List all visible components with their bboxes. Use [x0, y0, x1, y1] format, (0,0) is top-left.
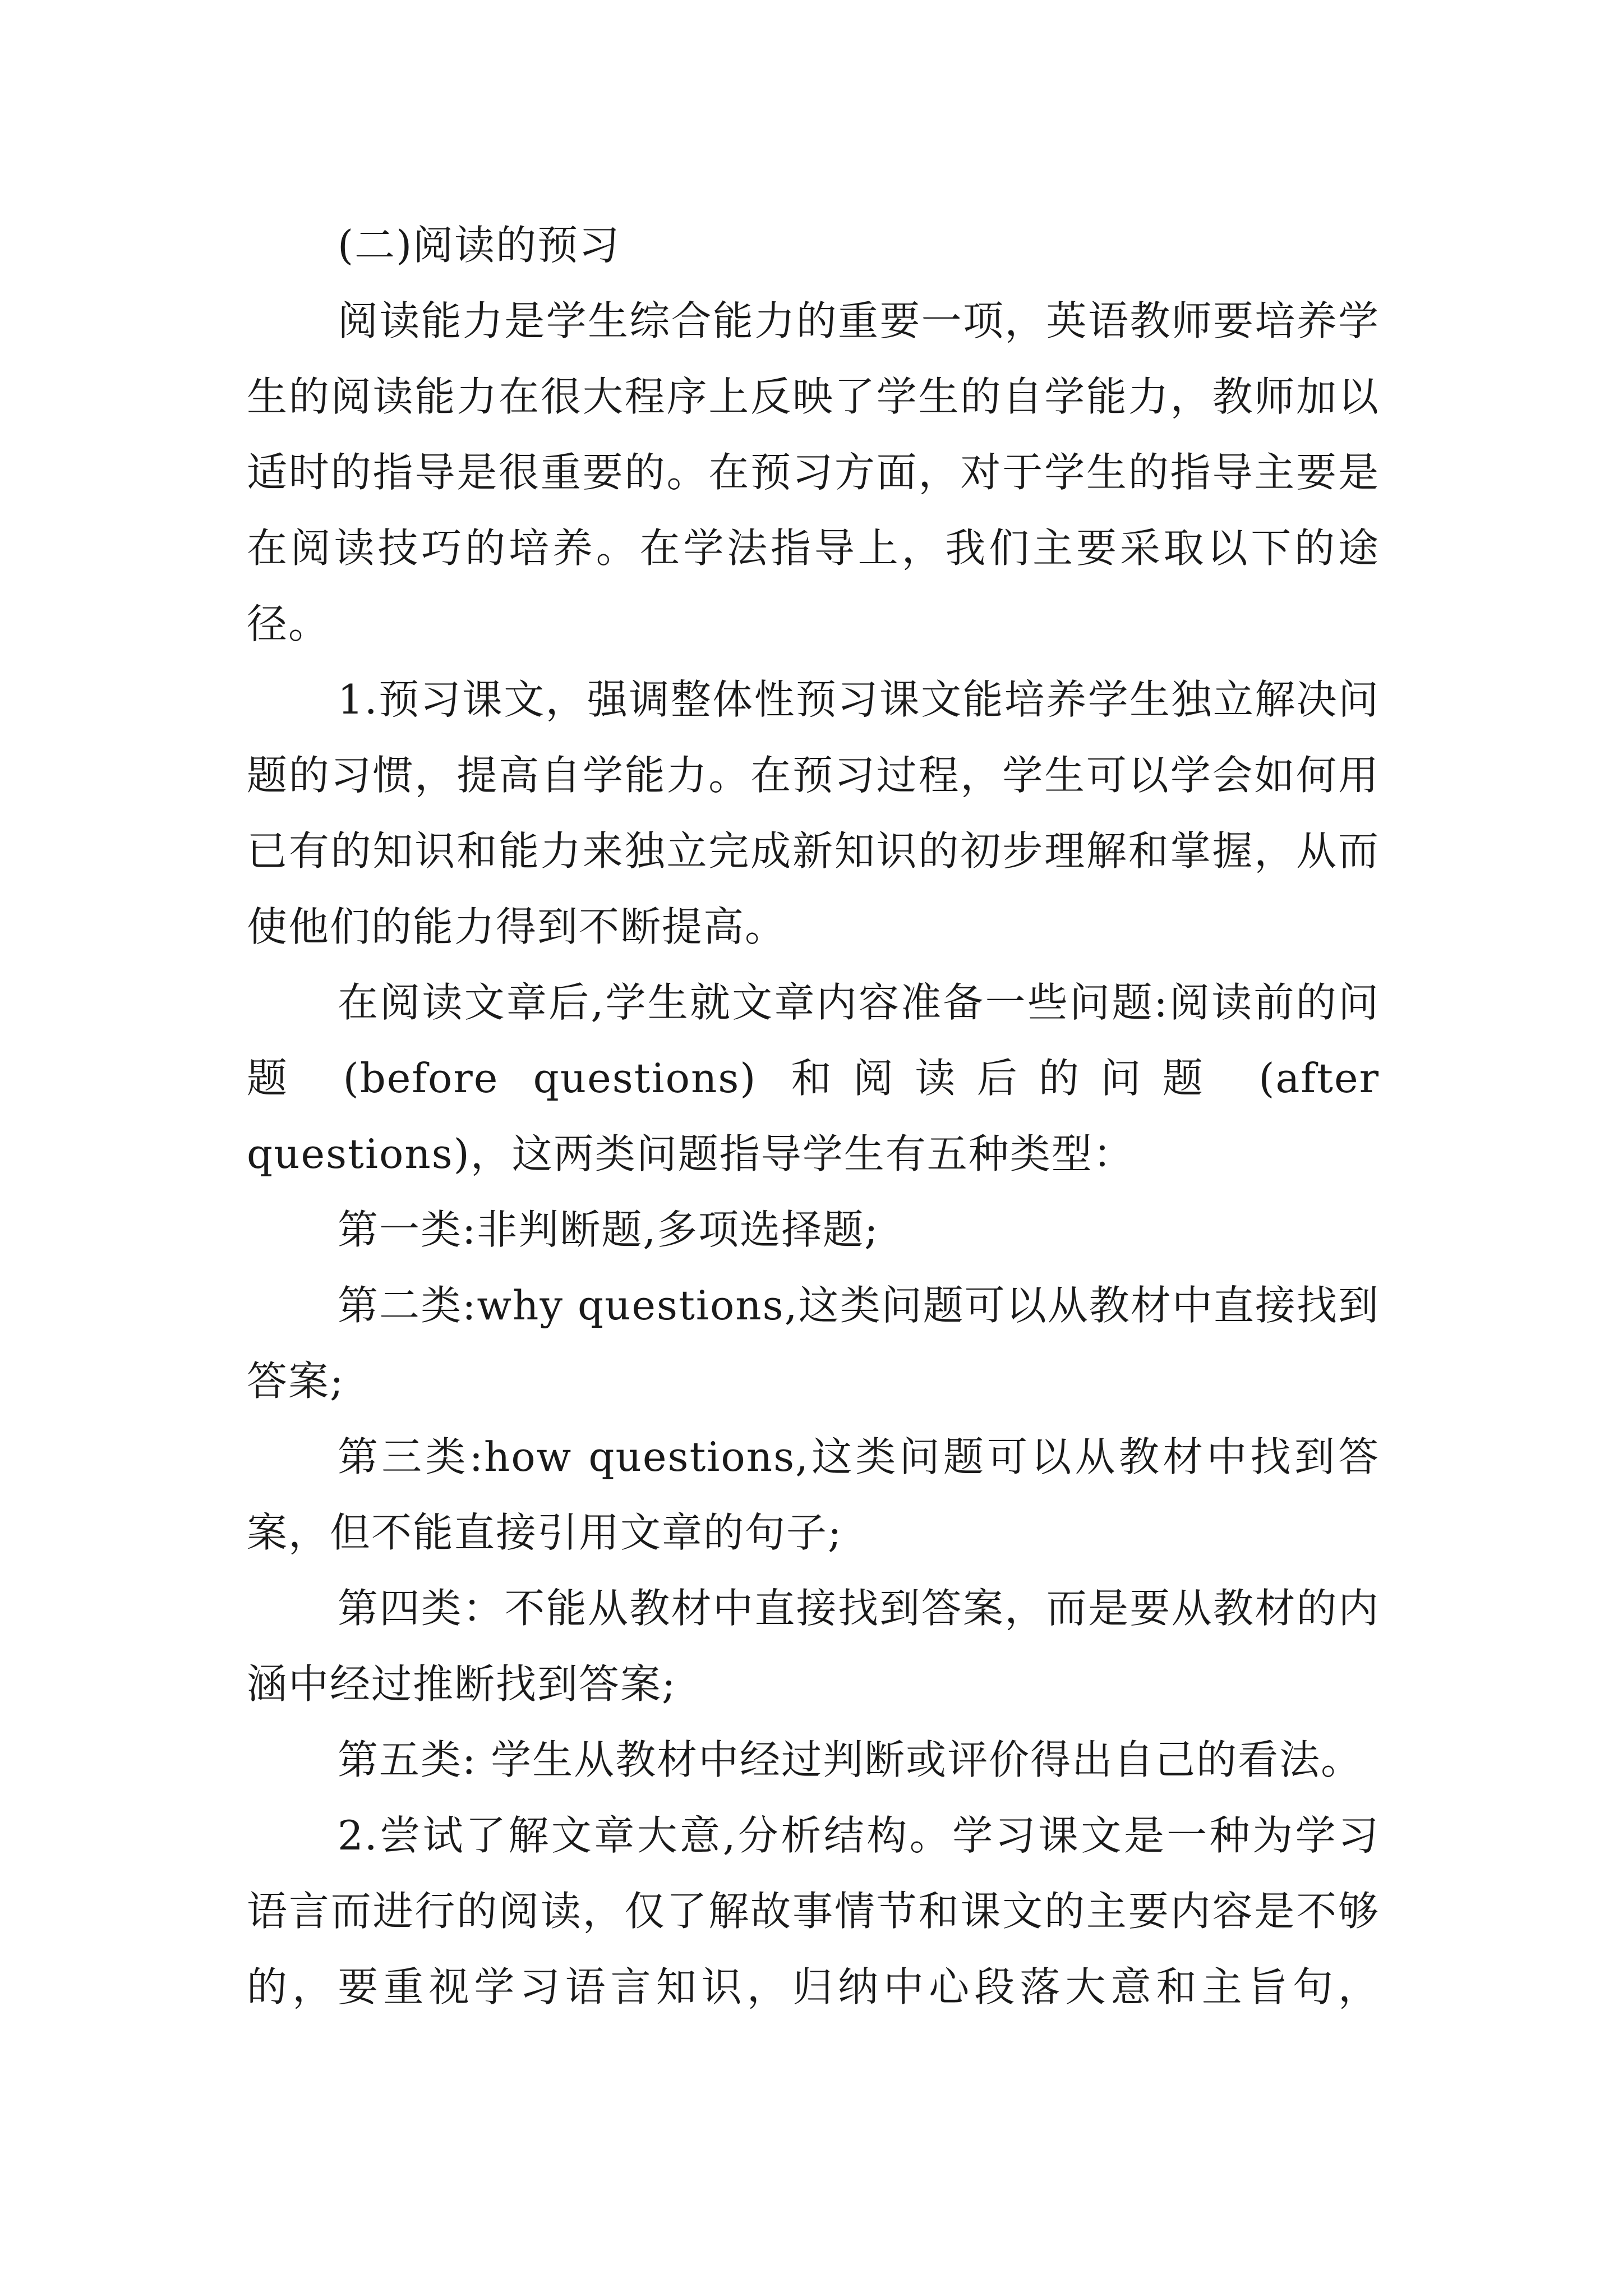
paragraph-reading-ability: 阅读能力是学生综合能力的重要一项，英语教师要培养学生的阅读能力在很大程序上反映了学生的自学能力，教师加以适时的指导是很重要的。在预习方面，对于学生的指导主要是在阅读技巧的培养。在学法指导上，我们主要采取以下的途径。 [247, 297, 1380, 647]
list-item-type-5: 第五类: 学生从教材中经过判断或评价得出自己的看法。 [338, 1736, 1363, 1783]
document-body [247, 208, 1380, 2025]
paragraph-preview-text: 1.预习课文，强调整体性预习课文能培养学生独立解决问题的习惯，提高自学能力。在预习过程，学生可以学会如何用已有的知识和能力来独立完成新知识的初步理解和掌握，从而使他们的能力得到不断提高。 [247, 676, 1380, 950]
list-item-type-3: 第三类:how questions,这类问题可以从教材中找到答案，但不能直接引用文章的句子; [247, 1433, 1380, 1556]
section-heading: (二)阅读的预习 [338, 222, 621, 269]
paragraph-main-idea: 2.尝试了解文章大意,分析结构。学习课文是一种为学习语言而进行的阅读，仅了解故事情节和课文的主要内容是不够的，要重视学习语言知识，归纳中心段落大意和主旨句， [247, 1812, 1380, 2010]
paragraph-question-types: 在阅读文章后,学生就文章内容准备一些问题:阅读前的问题 (before questions) 和阅读后的问题 (after questions)，这两类问题指导学生有五种类型： [247, 979, 1380, 1177]
list-item-type-4: 第四类：不能从教材中直接找到答案，而是要从教材的内涵中经过推断找到答案; [247, 1585, 1380, 1708]
list-item-type-2: 第二类:why questions,这类问题可以从教材中直接找到答案; [247, 1282, 1380, 1405]
list-item-type-1: 第一类:非判断题,多项选择题; [338, 1206, 879, 1253]
